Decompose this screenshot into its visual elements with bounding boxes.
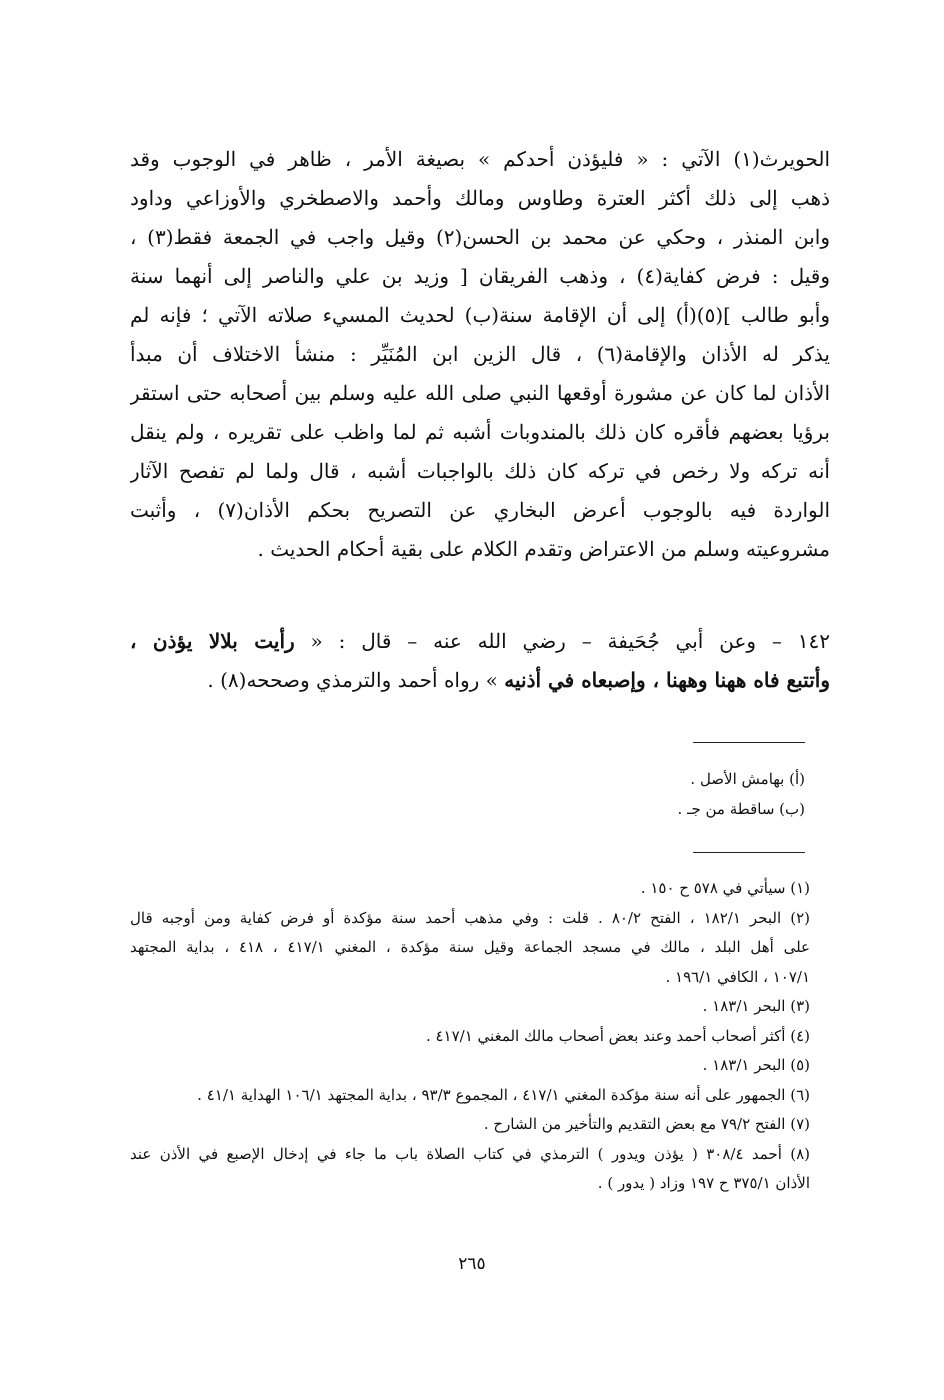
numbered-footnotes [130,874,810,1199]
letter-footnote: (ب) ساقطة من جـ . [677,800,805,818]
footnote-separator [693,852,805,853]
hadith-line-2 [130,661,830,700]
body-line: برؤيا بعضهم فأقره كان ذلك بالمندوبات أشبه ثم لما واظب على تقريره ، ولم ينقل [130,420,830,444]
footnote-line: (١) سيأتي في ٥٧٨ ح ١٥٠ . [640,879,810,897]
body-line: أنه تركه ولا رخص في تركه كان ذلك بالواجبات أشبه ، قال ولما لم تفصح الآثار [130,459,830,483]
body-line: الأذان لما كان عن مشورة أوقعها النبي صلى الله عليه وسلم بين أصحابه حتى استقر [130,381,830,405]
footnote-line: (٢) البحر ١٨٢/١ ، الفتح ٨٠/٢ . قلت : وفي مذهب أحمد سنة مؤكدة أو فرض كفاية ومن أوجبه قال [130,908,810,927]
hadith-line-1 [130,622,830,661]
letter-footnote: (أ) بهامش الأصل . [690,770,805,788]
body-line: يذكر له الأذان والإقامة(٦) ، قال الزين ابن المُنَيِّر : منشأ الاختلاف أن مبدأ [130,342,830,366]
body-line: ذهب إلى ذلك أكثر العترة وطاوس ومالك وأحمد والاصطخري والأوزاعي وداود [130,186,830,210]
footnote-separator [693,742,805,743]
footnote-line: ١٠٧/١ ، الكافي ١٩٦/١ . [665,967,810,986]
footnote-line: (٨) أحمد ٣٠٨/٤ ( يؤذن ويدور ) الترمذي في كتاب الصلاة باب ما جاء في إدخال الإصبع في الأذن عند [130,1144,810,1163]
footnote-line: (٦) الجمهور على أنه سنة مؤكدة المغني ٤١٧/١ ، المجموع ٩٣/٣ ، بداية المجتهد ١٠٦/١ الهداية ٤١/١ . [197,1085,810,1104]
hadith-source: » رواه أحمد والترمذي وصححه(٨) . [207,668,498,692]
body-line: وأبو طالب ](٥)(أ) إلى أن الإقامة سنة(ب) لحديث المسيء صلاته الآتي ؛ فإنه لم [130,303,830,327]
hadith-quote-bold: رأيت بلالا يؤذن ، [130,629,295,653]
page-number: ٢٦٥ [458,1254,486,1274]
hadith-intro: – وعن أبي جُحَيفة – رضي الله عنه – قال : « [310,629,782,653]
body-line: وابن المنذر ، وحكي عن محمد بن الحسن(٢) وقيل واجب في الجمعة فقط(٣) ، [130,225,830,249]
body-line: الواردة فيه بالوجوب أعرض البخاري عن التصريح بحكم الأذان(٧) ، وأثبت [130,498,830,522]
footnote-line: الأذان ٣٧٥/١ ح ١٩٧ وزاد ( يدور ) . [597,1174,810,1192]
hadith-quote-bold: وأتتبع فاه ههنا وههنا ، وإصبعاه في أذنيه [504,668,830,692]
footnote-line: (٣) البحر ١٨٣/١ . [702,997,810,1015]
footnote-line: (٤) أكثر أصحاب أحمد وعند بعض أصحاب مالك المغني ٤١٧/١ . [425,1026,810,1045]
body-line: الحويرث(١) الآتي : « فليؤذن أحدكم » بصيغة الأمر ، ظاهر في الوجوب وقد [130,147,830,171]
commentary-paragraph [130,140,830,569]
body-line: مشروعيته وسلم من الاعتراض وتقدم الكلام على بقية أحكام الحديث . [257,537,830,561]
hadith-number: ١٤٢ [797,629,830,653]
footnote-line: على أهل البلد ، مالك في مسجد الجماعة وقيل سنة مؤكدة ، المغني ٤١٧/١ ، ٤١٨ ، بداية المجتهد [130,938,810,956]
footnote-line: (٧) الفتح ٧٩/٢ مع بعض التقديم والتأخير من الشارح . [483,1115,810,1133]
hadith-142 [130,622,830,700]
body-line: وقيل : فرض كفاية(٤) ، وذهب الفريقان [ وزيد بن علي والناصر إلى أنهما سنة [130,264,830,288]
letter-footnotes [400,764,805,824]
footnote-line: (٥) البحر ١٨٣/١ . [702,1056,810,1074]
